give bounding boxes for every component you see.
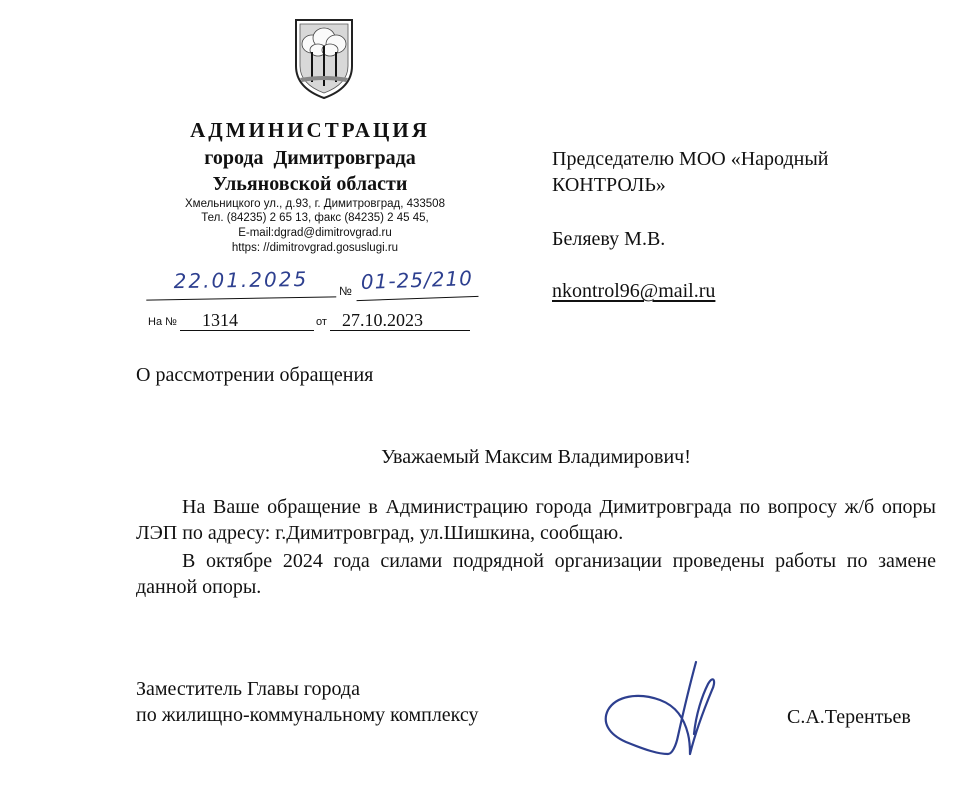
salutation: Уважаемый Максим Владимирович! — [381, 446, 691, 468]
outgoing-date: 22.01.2025 — [146, 266, 337, 300]
recipient-name: Беляеву М.В. — [552, 228, 666, 250]
coat-of-arms-icon — [292, 16, 356, 100]
recipient-email-link[interactable]: nkontrol96@mail.ru — [552, 280, 716, 302]
signer-title-line-2: по жилищно-коммунальному комплексу — [136, 704, 479, 726]
signer-name: С.А.Терентьев — [787, 706, 911, 728]
reference-from-label: от — [316, 316, 327, 328]
contact-phone: Тел. (84235) 2 65 13, факс (84235) 2 45 45, — [201, 212, 429, 224]
org-region: Ульяновской области — [212, 173, 408, 195]
outgoing-number: 01-25/210 — [355, 266, 478, 301]
reference-label: На № — [148, 316, 177, 328]
contact-website: https: //dimitrovgrad.gosuslugi.ru — [231, 242, 399, 254]
reference-number: 1314 — [180, 310, 314, 331]
org-title: АДМИНИСТРАЦИЯ — [190, 118, 430, 142]
contact-address: Хмельницкого ул., д.93, г. Димитровград, 433508 — [185, 198, 445, 210]
contact-email: E-mail:dgrad@dimitrovgrad.ru — [238, 227, 392, 239]
recipient-position: Председателю МОО «Народный — [552, 148, 829, 170]
letter-subject: О рассмотрении обращения — [136, 364, 374, 386]
body-paragraph-1: На Ваше обращение в Администрацию города Димитровграда по вопросу ж/б опоры ЛЭП по адресу: г.Димитровград, ул.Шишкина, сообщаю. — [136, 496, 936, 544]
reference-date: 27.10.2023 — [330, 310, 470, 331]
outgoing-number-label: № — [339, 284, 352, 298]
signer-title-line-1: Заместитель Главы города — [136, 678, 360, 700]
handwritten-signature — [598, 654, 728, 764]
org-city: города Димитровграда — [204, 147, 416, 169]
body-paragraph-2: В октябре 2024 года силами подрядной организации проведены работы по замене данной опоры. — [136, 550, 936, 598]
recipient-organization: КОНТРОЛЬ» — [552, 174, 666, 196]
